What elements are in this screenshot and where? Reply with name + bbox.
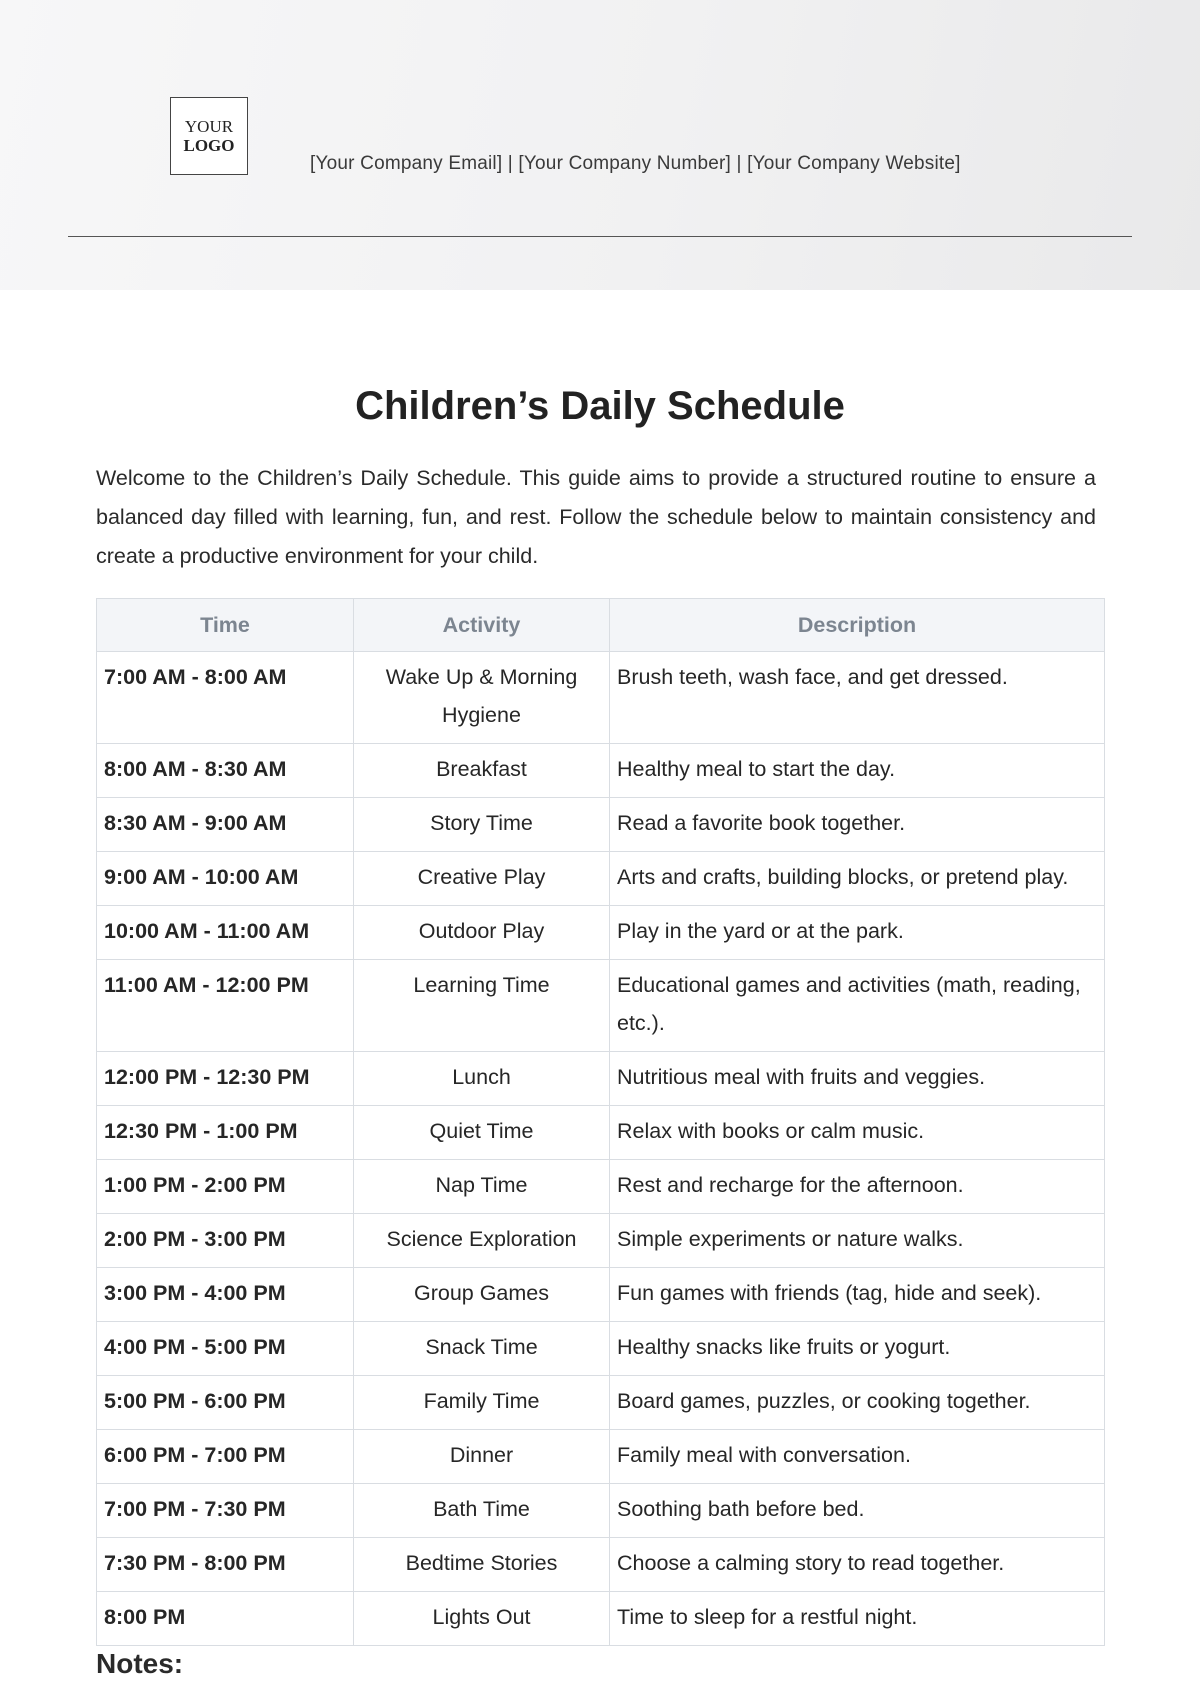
schedule-table-body — [97, 652, 1105, 1646]
activity-cell — [354, 652, 610, 744]
table-row — [97, 906, 1105, 960]
description-cell-text: Time to sleep for a restful night. — [617, 1605, 918, 1629]
description-cell-text: Family meal with conversation. — [617, 1443, 911, 1467]
activity-cell — [354, 1214, 610, 1268]
table-row — [97, 1484, 1105, 1538]
description-cell-text: Healthy snacks like fruits or yogurt. — [617, 1335, 951, 1359]
activity-cell-text: Science Exploration — [386, 1227, 577, 1251]
table-row — [97, 852, 1105, 906]
table-row — [97, 1538, 1105, 1592]
description-cell — [610, 1322, 1105, 1376]
time-cell-text: 10:00 AM - 11:00 AM — [104, 919, 310, 943]
activity-cell — [354, 1538, 610, 1592]
activity-cell — [354, 1160, 610, 1214]
description-cell-text: Arts and crafts, building blocks, or pretend play. — [617, 865, 1069, 889]
time-cell — [97, 1160, 354, 1214]
schedule-table — [96, 598, 1105, 1646]
activity-cell — [354, 1484, 610, 1538]
time-cell — [97, 1430, 354, 1484]
description-cell — [610, 1160, 1105, 1214]
activity-cell-text: Group Games — [413, 1281, 550, 1305]
time-cell — [97, 852, 354, 906]
time-cell-text: 2:00 PM - 3:00 PM — [104, 1227, 286, 1251]
activity-cell-text: Learning Time — [413, 973, 550, 997]
company-contact-info: [Your Company Email] | [Your Company Number] | [Your Company Website] — [310, 153, 961, 174]
description-cell — [610, 744, 1105, 798]
description-cell — [610, 1376, 1105, 1430]
description-cell-text: Healthy meal to start the day. — [617, 757, 896, 781]
time-cell-text: 11:00 AM - 12:00 PM — [104, 973, 309, 997]
time-cell — [97, 1376, 354, 1430]
table-row — [97, 1052, 1105, 1106]
description-cell — [610, 1106, 1105, 1160]
table-row — [97, 798, 1105, 852]
description-cell — [610, 1592, 1105, 1646]
column-header-activity: Activity — [354, 599, 610, 652]
activity-cell-text: Creative Play — [417, 865, 546, 889]
activity-cell-text: Bath Time — [433, 1497, 530, 1521]
page-title: Children’s Daily Schedule — [355, 384, 845, 428]
table-row — [97, 1214, 1105, 1268]
description-cell — [610, 652, 1105, 744]
time-cell-text: 7:00 PM - 7:30 PM — [104, 1497, 286, 1521]
table-row — [97, 960, 1105, 1052]
description-cell — [610, 1214, 1105, 1268]
table-row — [97, 1160, 1105, 1214]
time-cell-text: 8:00 AM - 8:30 AM — [104, 757, 287, 781]
activity-cell — [354, 1268, 610, 1322]
activity-cell-text: Quiet Time — [429, 1119, 534, 1143]
description-cell — [610, 960, 1105, 1052]
time-cell — [97, 1592, 354, 1646]
description-cell-text: Brush teeth, wash face, and get dressed. — [617, 665, 1008, 689]
activity-cell-text: Family Time — [423, 1389, 540, 1413]
time-cell-text: 4:00 PM - 5:00 PM — [104, 1335, 286, 1359]
time-cell — [97, 798, 354, 852]
time-cell — [97, 1268, 354, 1322]
activity-cell-text: Lunch — [452, 1065, 511, 1089]
logo-line-2: LOGO — [183, 136, 235, 155]
company-logo — [170, 97, 248, 175]
activity-cell — [354, 960, 610, 1052]
description-cell-text: Nutritious meal with fruits and veggies. — [617, 1065, 986, 1089]
time-cell-text: 12:30 PM - 1:00 PM — [104, 1119, 298, 1143]
activity-cell-text: Bedtime Stories — [405, 1551, 558, 1575]
description-cell-text: Simple experiments or nature walks. — [617, 1227, 964, 1251]
notes-heading: Notes: — [96, 1648, 184, 1679]
time-cell — [97, 1322, 354, 1376]
activity-cell-text: Story Time — [430, 811, 533, 835]
table-row — [97, 1376, 1105, 1430]
description-cell-text: Play in the yard or at the park. — [617, 919, 904, 943]
description-cell — [610, 1268, 1105, 1322]
table-row — [97, 1106, 1105, 1160]
activity-cell-text: Nap Time — [435, 1173, 528, 1197]
activity-cell — [354, 744, 610, 798]
time-cell-text: 8:00 PM — [104, 1605, 186, 1629]
activity-cell — [354, 852, 610, 906]
description-cell — [610, 1430, 1105, 1484]
description-cell — [610, 1052, 1105, 1106]
time-cell — [97, 1214, 354, 1268]
time-cell — [97, 1052, 354, 1106]
time-cell — [97, 652, 354, 744]
description-cell-text: Relax with books or calm music. — [617, 1119, 925, 1143]
activity-cell — [354, 1106, 610, 1160]
time-cell-text: 7:30 PM - 8:00 PM — [104, 1551, 286, 1575]
time-cell-text: 1:00 PM - 2:00 PM — [104, 1173, 286, 1197]
time-cell — [97, 1538, 354, 1592]
activity-cell — [354, 798, 610, 852]
activity-cell — [354, 1052, 610, 1106]
column-header-time: Time — [97, 599, 354, 652]
description-cell-text: Choose a calming story to read together. — [617, 1551, 1005, 1575]
description-cell-text: Read a favorite book together. — [617, 811, 906, 835]
logo-line-1: YOUR — [184, 117, 234, 136]
table-row — [97, 1430, 1105, 1484]
intro-paragraph: Welcome to the Children’s Daily Schedule. This guide aims to provide a structured routine to ensure a balanced day filled with learning, fun, and rest. Follow the schedule below to maintain consistency and create a productive environment for your child. — [96, 466, 1096, 568]
description-cell-text: Soothing bath before bed. — [617, 1497, 865, 1521]
activity-cell — [354, 1430, 610, 1484]
header-divider — [68, 236, 1132, 237]
table-row — [97, 1322, 1105, 1376]
table-header-row — [97, 599, 1105, 652]
activity-cell-text: Snack Time — [425, 1335, 538, 1359]
time-cell-text: 6:00 PM - 7:00 PM — [104, 1443, 286, 1467]
description-cell — [610, 1484, 1105, 1538]
table-row — [97, 1592, 1105, 1646]
time-cell-text: 5:00 PM - 6:00 PM — [104, 1389, 286, 1413]
table-row — [97, 1268, 1105, 1322]
activity-cell-text: Outdoor Play — [418, 919, 545, 943]
time-cell-text: 9:00 AM - 10:00 AM — [104, 865, 299, 889]
activity-cell-text: Breakfast — [436, 757, 527, 781]
time-cell — [97, 960, 354, 1052]
time-cell-text: 8:30 AM - 9:00 AM — [104, 811, 287, 835]
activity-cell-text: Wake Up & Morning Hygiene — [385, 665, 578, 727]
time-cell-text: 7:00 AM - 8:00 AM — [104, 665, 287, 689]
description-cell — [610, 1538, 1105, 1592]
activity-cell — [354, 1592, 610, 1646]
column-header-description: Description — [610, 599, 1105, 652]
table-row — [97, 744, 1105, 798]
time-cell-text: 3:00 PM - 4:00 PM — [104, 1281, 286, 1305]
time-cell — [97, 1484, 354, 1538]
description-cell-text: Board games, puzzles, or cooking together. — [617, 1389, 1031, 1413]
time-cell — [97, 1106, 354, 1160]
description-cell — [610, 906, 1105, 960]
activity-cell — [354, 906, 610, 960]
description-cell — [610, 852, 1105, 906]
activity-cell-text: Lights Out — [432, 1605, 531, 1629]
time-cell-text: 12:00 PM - 12:30 PM — [104, 1065, 310, 1089]
description-cell — [610, 798, 1105, 852]
time-cell — [97, 744, 354, 798]
description-cell-text: Fun games with friends (tag, hide and seek). — [617, 1281, 1042, 1305]
time-cell — [97, 906, 354, 960]
table-row — [97, 652, 1105, 744]
description-cell-text: Rest and recharge for the afternoon. — [617, 1173, 964, 1197]
activity-cell — [354, 1322, 610, 1376]
page-header — [0, 0, 1200, 290]
description-cell-text: Educational games and activities (math, reading, etc.). — [617, 973, 1081, 1035]
activity-cell — [354, 1376, 610, 1430]
activity-cell-text: Dinner — [449, 1443, 514, 1467]
